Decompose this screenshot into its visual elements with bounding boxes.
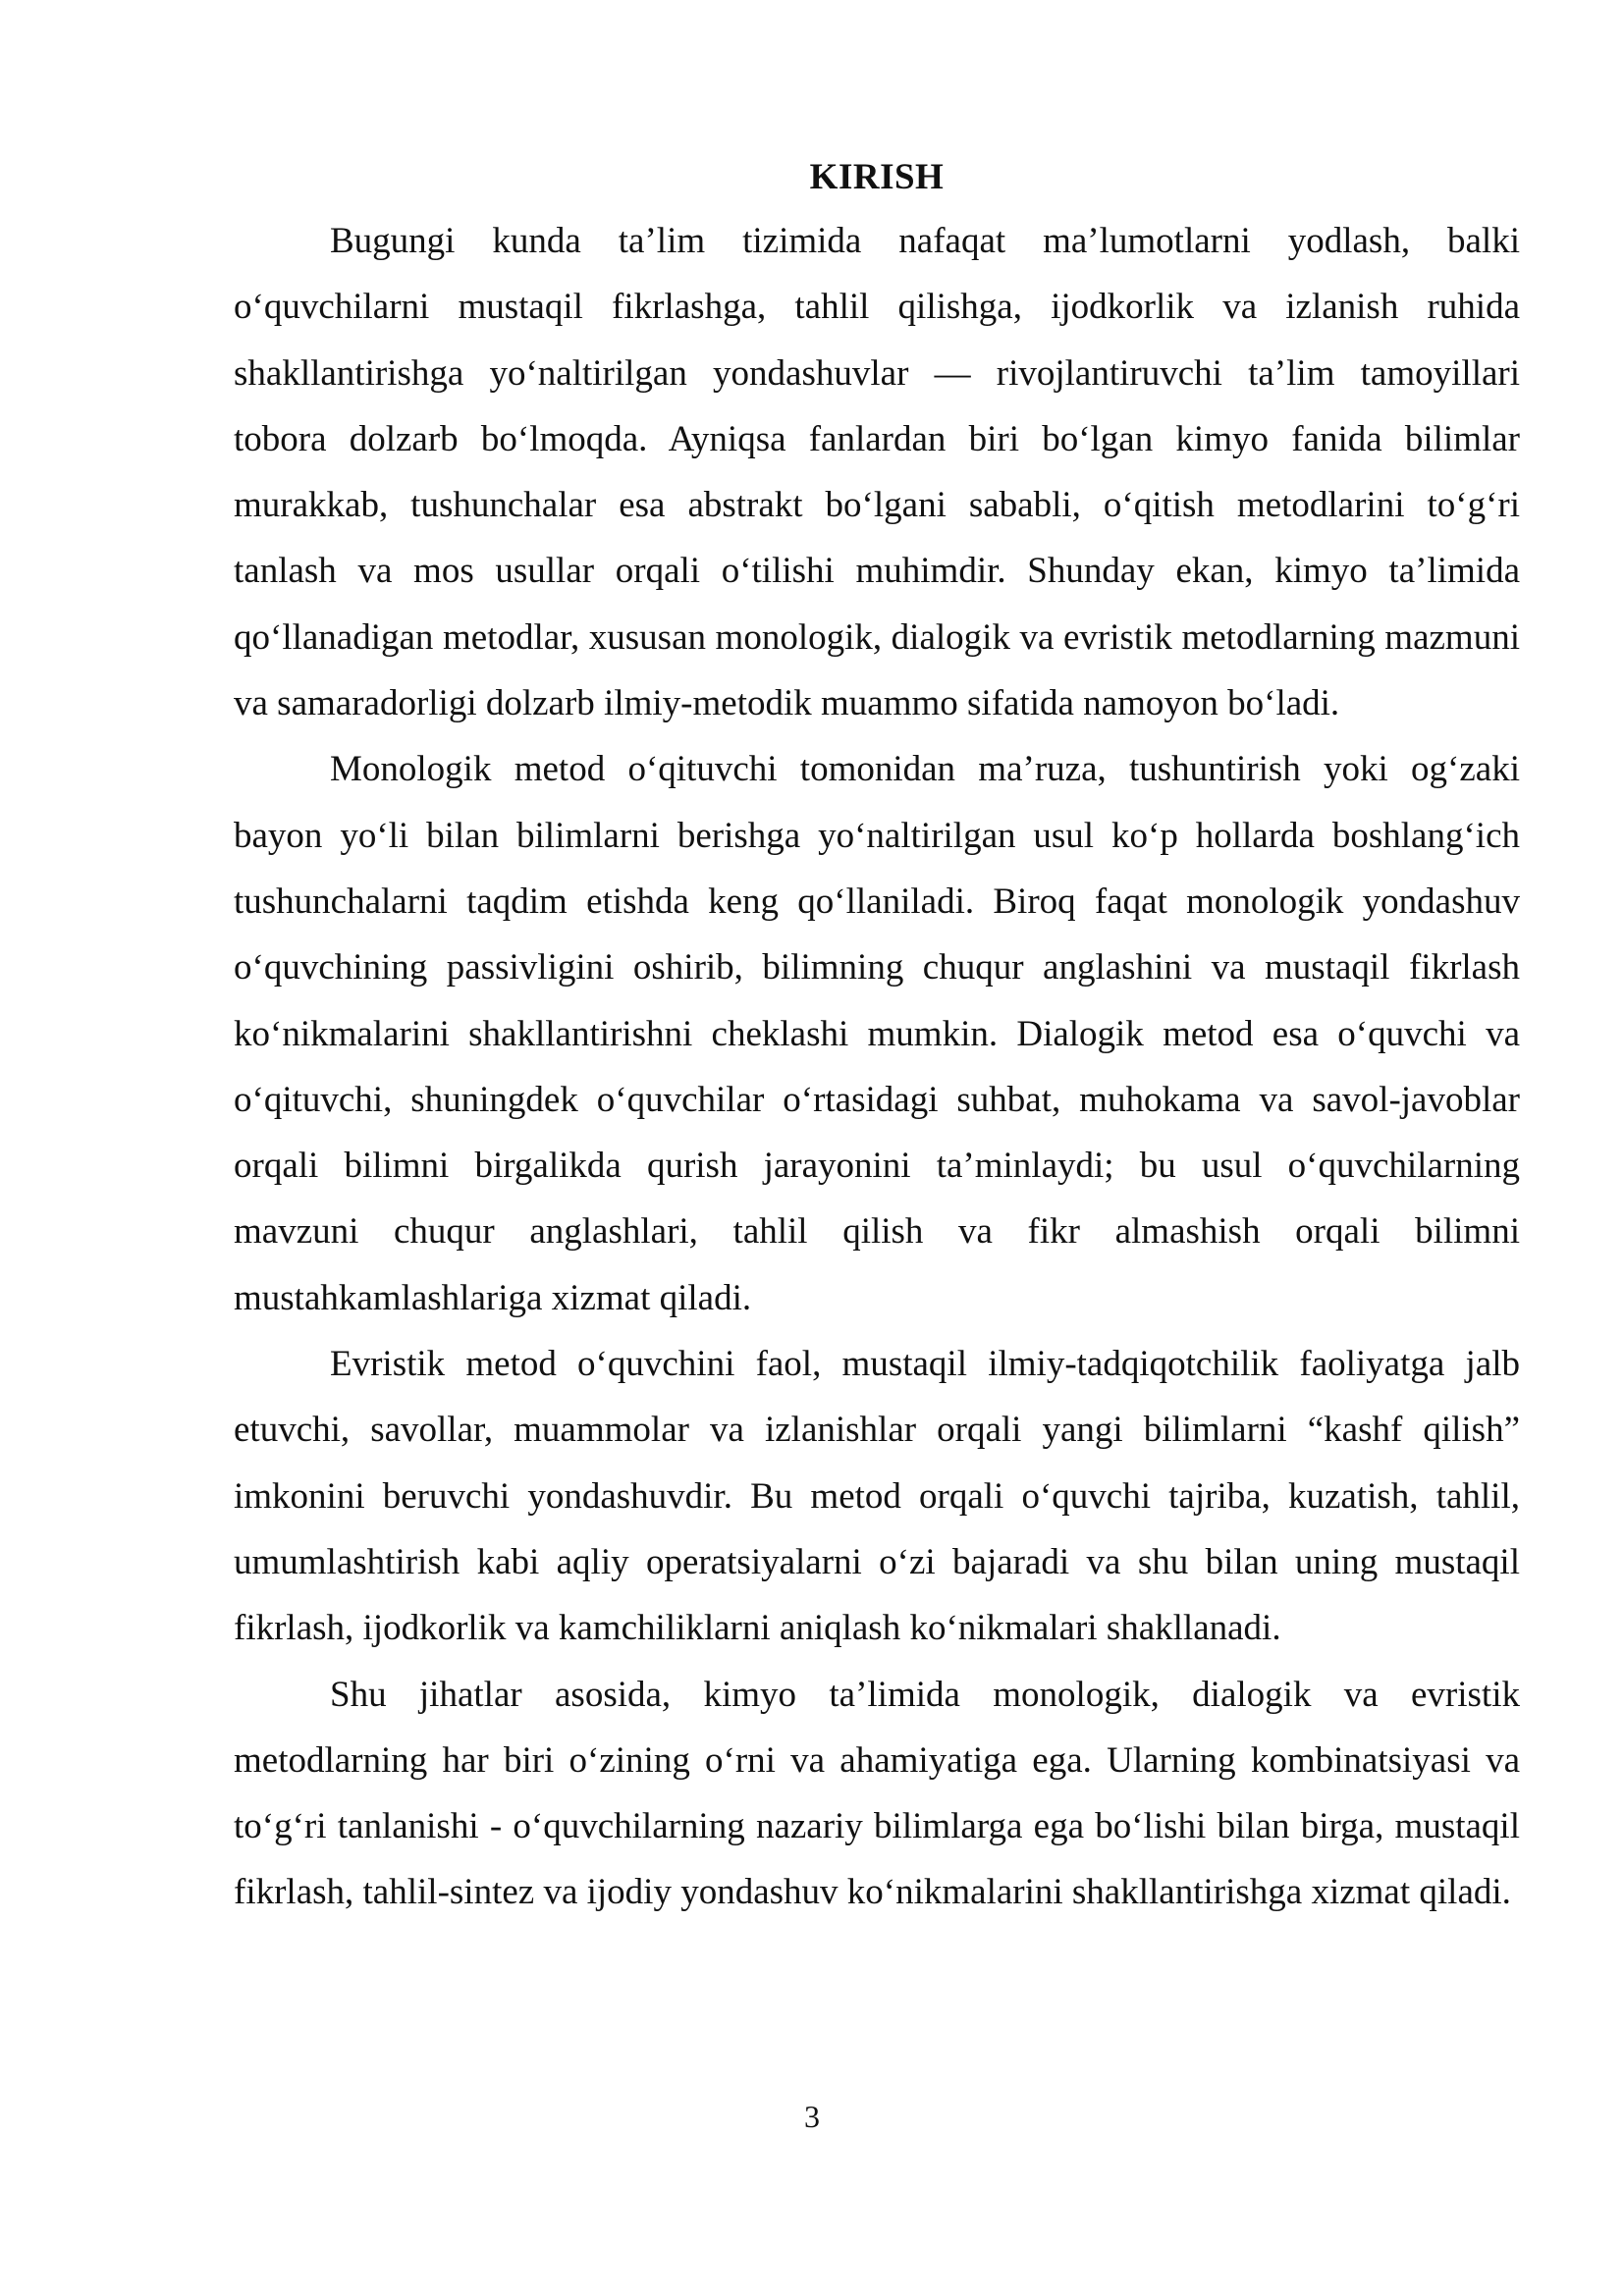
paragraph-monologic-dialogic: Monologik metod o‘qituvchi tomonidan ma’ruza, tushuntirish yoki og‘zaki bayon yo‘li bilan bilimlarni berishga yo‘naltirilgan usul ko‘p hollarda boshlang‘ich tushunchalarni taqdim etishda keng qo‘llaniladi. Biroq faqat monologik yondashuv o‘quvchining passivligini oshirib, bilimning chuqur anglashini va mustaqil fikrlash ko‘nikmalarini shakllantirishni cheklashi mumkin. Dialogik metod esa o‘quvchi va o‘qituvchi, shuningdek o‘quvchilar o‘rtasidagi suhbat, muhokama va savol-javoblar orqali bilimni birgalikda qurish jarayonini ta’minlaydi; bu usul o‘quvchilarning mavzuni chuqur anglashlari, tahlil qilish va fikr almashish orqali bilimni mustahkamlashlariga xizmat qiladi. [234, 749, 1520, 1318]
page-number: 3 [804, 2099, 820, 2134]
paragraph-conclusion: Shu jihatlar asosida, kimyo ta’limida monologik, dialogik va evristik metodlarning har biri o‘zining o‘rni va ahamiyatiga ega. Ularning kombinatsiyasi va to‘g‘ri tanlanishi - o‘quvchilarning nazariy bilimlarga ega bo‘lishi bilan birga, mustaqil fikrlash, tahlil-sintez va ijodiy yondashuv ko‘nikmalarini shakllantirishga xizmat qiladi. [234, 1674, 1520, 1913]
paragraph-heuristic: Evristik metod o‘quvchini faol, mustaqil ilmiy-tadqiqotchilik faoliyatga jalb etuvchi, savollar, muammolar va izlanishlar orqali yangi bilimlarni “kashf qilish” imkonini beruvchi yondashuvdir. Bu metod orqali o‘quvchi tajriba, kuzatish, tahlil, umumlashtirish kabi aqliy operatsiyalarni o‘zi bajaradi va shu bilan uning mustaqil fikrlash, ijodkorlik va kamchiliklarni aniqlash ko‘nikmalari shakllanadi. [234, 1344, 1520, 1649]
paragraph-introduction: Bugungi kunda ta’lim tizimida nafaqat ma’lumotlarni yodlash, balki o‘quvchilarni mustaqil fikrlashga, tahlil qilishga, ijodkorlik va izlanish ruhida shakllantirishga yo‘naltirilgan yondashuvlar — rivojlantiruvchi ta’lim tamoyillari tobora dolzarb bo‘lmoqda. Ayniqsa fanlardan biri bo‘lgan kimyo fanida bilimlar murakkab, tushunchalar esa abstrakt bo‘lgani sababli, o‘qitish metodlarini to‘g‘ri tanlash va mos usullar orqali o‘tilishi muhimdir. Shunday ekan, kimyo ta’limida qo‘llanadigan metodlar, xususan monologik, dialogik va evristik metodlarning mazmuni va samaradorligi dolzarb ilmiy-metodik muammo sifatida namoyon bo‘ladi. [234, 221, 1520, 724]
document-page [234, 147, 1520, 1926]
page-title: KIRISH [809, 157, 945, 197]
